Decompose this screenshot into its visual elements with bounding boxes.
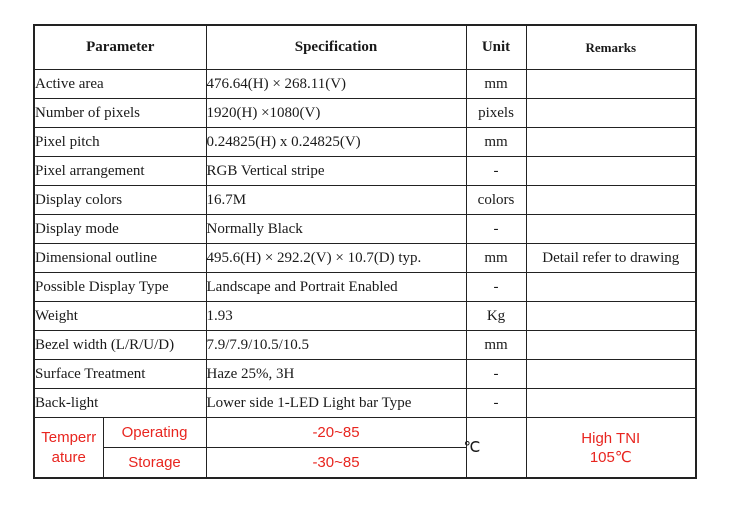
- parameter-cell: Bezel width (L/R/U/D): [34, 331, 206, 360]
- specification-cell: Lower side 1-LED Light bar Type: [206, 389, 466, 418]
- unit-cell: -: [466, 273, 526, 302]
- remarks-cell: [526, 273, 696, 302]
- specification-table: [33, 24, 697, 479]
- parameter-cell: Pixel pitch: [34, 128, 206, 157]
- specification-cell: Landscape and Portrait Enabled: [206, 273, 466, 302]
- temperature-remark-line2: 105℃: [589, 448, 632, 466]
- temperature-remark: [526, 418, 696, 479]
- table-row: [34, 215, 696, 244]
- unit-cell: -: [466, 157, 526, 186]
- operating-value: -20~85: [206, 418, 466, 448]
- remarks-cell: [526, 157, 696, 186]
- specification-cell: Normally Black: [206, 215, 466, 244]
- parameter-cell: Possible Display Type: [34, 273, 206, 302]
- parameter-cell: Pixel arrangement: [34, 157, 206, 186]
- temperature-label: [34, 418, 103, 479]
- table-row: [34, 331, 696, 360]
- unit-cell: colors: [466, 186, 526, 215]
- temperature-operating-row: [34, 418, 696, 448]
- unit-cell: mm: [466, 70, 526, 99]
- header-row: [34, 25, 696, 70]
- temperature-label-line2: ature: [51, 448, 86, 466]
- parameter-cell: Weight: [34, 302, 206, 331]
- specification-cell: 1920(H) ×1080(V): [206, 99, 466, 128]
- storage-label: Storage: [103, 448, 206, 479]
- table-row: [34, 360, 696, 389]
- table-row: [34, 244, 696, 273]
- unit-cell: -: [466, 215, 526, 244]
- parameter-header: Parameter: [34, 25, 206, 70]
- parameter-cell: Active area: [34, 70, 206, 99]
- temperature-remark-line1: High TNI: [581, 429, 641, 447]
- specification-cell: 476.64(H) × 268.11(V): [206, 70, 466, 99]
- remarks-cell: [526, 360, 696, 389]
- remarks-cell: [526, 128, 696, 157]
- remarks-cell: [526, 99, 696, 128]
- specification-cell: 16.7M: [206, 186, 466, 215]
- specification-cell: 1.93: [206, 302, 466, 331]
- parameter-cell: Back-light: [34, 389, 206, 418]
- unit-cell: -: [466, 360, 526, 389]
- temperature-unit-cell: [463, 418, 526, 479]
- unit-cell: mm: [466, 331, 526, 360]
- parameter-cell: Dimensional outline: [34, 244, 206, 273]
- parameter-cell: Display mode: [34, 215, 206, 244]
- remarks-cell: [526, 302, 696, 331]
- table-row: [34, 273, 696, 302]
- remarks-cell: [526, 186, 696, 215]
- temperature-unit: ℃: [463, 439, 481, 456]
- remarks-cell: [526, 215, 696, 244]
- table-row: [34, 99, 696, 128]
- remarks-cell: [526, 70, 696, 99]
- parameter-cell: Surface Treatment: [34, 360, 206, 389]
- temperature-label-line1: Temperr: [41, 428, 97, 446]
- remarks-header: Remarks: [526, 25, 696, 70]
- specification-cell: 0.24825(H) x 0.24825(V): [206, 128, 466, 157]
- unit-cell: mm: [466, 244, 526, 273]
- table-row: [34, 302, 696, 331]
- specification-cell: 495.6(H) × 292.2(V) × 10.7(D) typ.: [206, 244, 466, 273]
- parameter-cell: Number of pixels: [34, 99, 206, 128]
- unit-header: Unit: [466, 25, 526, 70]
- unit-cell: mm: [466, 128, 526, 157]
- table-row: [34, 157, 696, 186]
- table-row: [34, 128, 696, 157]
- operating-label: Operating: [103, 418, 206, 448]
- specification-cell: Haze 25%, 3H: [206, 360, 466, 389]
- unit-cell: pixels: [466, 99, 526, 128]
- specification-cell: RGB Vertical stripe: [206, 157, 466, 186]
- storage-value: -30~85: [206, 448, 466, 479]
- table-row: [34, 70, 696, 99]
- unit-cell: -: [466, 389, 526, 418]
- table-row: [34, 389, 696, 418]
- remarks-cell: [526, 389, 696, 418]
- table-row: [34, 186, 696, 215]
- specification-cell: 7.9/7.9/10.5/10.5: [206, 331, 466, 360]
- remarks-cell: Detail refer to drawing: [526, 244, 696, 273]
- specification-header: Specification: [206, 25, 466, 70]
- parameter-cell: Display colors: [34, 186, 206, 215]
- remarks-cell: [526, 331, 696, 360]
- unit-cell: Kg: [466, 302, 526, 331]
